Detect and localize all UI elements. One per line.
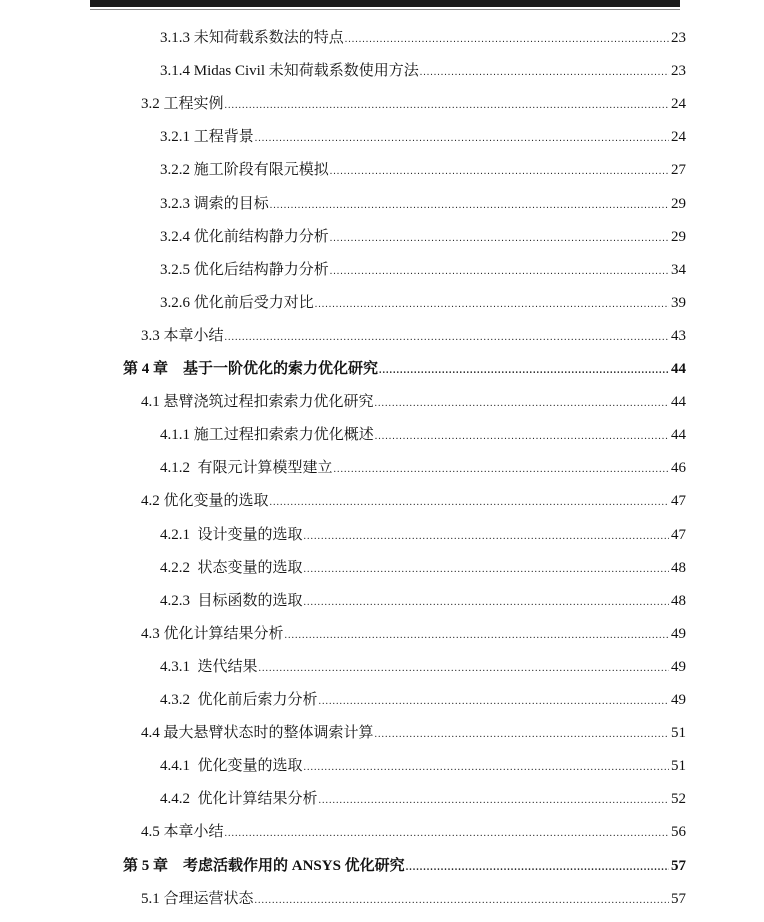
dot-leader: [319, 692, 669, 712]
toc-entry[interactable]: [160, 127, 686, 149]
toc-entry-title: 4.3.1 迭代结果: [160, 659, 258, 675]
toc-entry[interactable]: [123, 856, 686, 878]
dot-leader: [375, 394, 669, 414]
toc-entry-title: 4.2 优化变量的选取: [141, 493, 269, 509]
toc-entry-page-number: 57: [671, 891, 686, 907]
toc-entry[interactable]: [160, 61, 686, 83]
dot-leader: [330, 162, 669, 182]
dot-leader: [375, 427, 669, 447]
dot-leader: [304, 560, 669, 580]
toc-entry[interactable]: [160, 293, 686, 315]
toc-entry[interactable]: [141, 624, 686, 646]
dot-leader: [225, 824, 669, 844]
dot-leader: [255, 129, 669, 149]
toc-entry-title: 3.3 本章小结: [141, 328, 224, 344]
toc-entry[interactable]: [141, 94, 686, 116]
toc-entry[interactable]: [141, 822, 686, 844]
toc-entry[interactable]: [141, 491, 686, 513]
dot-leader: [270, 493, 669, 513]
dot-leader: [379, 361, 669, 381]
toc-entry-page-number: 46: [671, 460, 686, 476]
dot-leader: [304, 758, 669, 778]
toc-entry[interactable]: [141, 723, 686, 745]
toc-entry[interactable]: [160, 657, 686, 679]
toc-entry-page-number: 47: [671, 527, 686, 543]
toc-entry[interactable]: [160, 260, 686, 282]
toc-entry-page-number: 44: [671, 394, 686, 410]
toc-entry[interactable]: [141, 889, 686, 911]
toc-entry[interactable]: [160, 558, 686, 580]
toc-entry-title: 3.2.2 施工阶段有限元模拟: [160, 162, 329, 178]
dot-leader: [259, 659, 669, 679]
toc-entry-title: 4.1.2 有限元计算模型建立: [160, 460, 333, 476]
toc-entry-title: 第 4 章 基于一阶优化的索力优化研究: [123, 361, 379, 377]
toc-entry[interactable]: [160, 425, 686, 447]
dot-leader: [375, 725, 669, 745]
toc-entry[interactable]: [160, 194, 686, 216]
toc-entry-page-number: 29: [671, 229, 686, 245]
toc-entry-page-number: 56: [671, 824, 686, 840]
dot-leader: [319, 791, 669, 811]
toc-entry-page-number: 49: [671, 659, 686, 675]
toc-entry-title: 3.2.6 优化前后受力对比: [160, 295, 314, 311]
dot-leader: [330, 229, 669, 249]
toc-entry-title: 4.4.2 优化计算结果分析: [160, 791, 318, 807]
toc-entry-title: 3.2.4 优化前结构静力分析: [160, 229, 329, 245]
dot-leader: [225, 328, 669, 348]
toc-entry-page-number: 52: [671, 791, 686, 807]
toc-entry-title: 4.5 本章小结: [141, 824, 224, 840]
toc-entry-page-number: 57: [671, 858, 686, 874]
toc-entry-title: 4.2.1 设计变量的选取: [160, 527, 303, 543]
toc-entry[interactable]: [160, 789, 686, 811]
toc-entry-title: 4.1.1 施工过程扣索索力优化概述: [160, 427, 374, 443]
dot-leader: [315, 295, 669, 315]
dot-leader: [270, 196, 669, 216]
toc-entry-page-number: 51: [671, 758, 686, 774]
toc-entry-title: 5.1 合理运营状态: [141, 891, 254, 907]
dot-leader: [285, 626, 669, 646]
toc-entry[interactable]: [160, 28, 686, 50]
dot-leader: [255, 891, 669, 911]
dot-leader: [420, 63, 669, 83]
toc-entry[interactable]: [160, 756, 686, 778]
toc-entry-title: 3.2.1 工程背景: [160, 129, 254, 145]
toc-entry-page-number: 24: [671, 129, 686, 145]
toc-entry[interactable]: [160, 525, 686, 547]
toc-entry-title: 3.1.4 Midas Civil 未知荷载系数使用方法: [160, 63, 419, 79]
dot-leader: [304, 527, 669, 547]
toc-entry-page-number: 34: [671, 262, 686, 278]
toc-entry-page-number: 24: [671, 96, 686, 112]
toc-entry-page-number: 23: [671, 30, 686, 46]
toc-entry-page-number: 27: [671, 162, 686, 178]
toc-entry-title: 4.4.1 优化变量的选取: [160, 758, 303, 774]
toc-entry-title: 3.2.3 调索的目标: [160, 196, 269, 212]
toc-entry[interactable]: [160, 160, 686, 182]
toc-entry[interactable]: [160, 591, 686, 613]
toc-entry[interactable]: [160, 227, 686, 249]
toc-entry[interactable]: [141, 326, 686, 348]
toc-entry[interactable]: [123, 359, 686, 381]
toc-entry-title: 3.2.5 优化后结构静力分析: [160, 262, 329, 278]
toc-entry-title: 4.3.2 优化前后索力分析: [160, 692, 318, 708]
dot-leader: [304, 593, 669, 613]
toc-entry-title: 4.2.3 目标函数的选取: [160, 593, 303, 609]
toc-entry[interactable]: [160, 458, 686, 480]
dot-leader: [345, 30, 669, 50]
toc-entry-page-number: 23: [671, 63, 686, 79]
toc-entry-title: 4.3 优化计算结果分析: [141, 626, 284, 642]
toc-entry-page-number: 48: [671, 560, 686, 576]
toc-entry-title: 3.2 工程实例: [141, 96, 224, 112]
toc-entry-page-number: 44: [671, 361, 686, 377]
toc-entry-title: 4.4 最大悬臂状态时的整体调索计算: [141, 725, 374, 741]
toc-entry-page-number: 51: [671, 725, 686, 741]
toc-entry-page-number: 47: [671, 493, 686, 509]
toc-entry-title: 4.2.2 状态变量的选取: [160, 560, 303, 576]
toc-entry-page-number: 48: [671, 593, 686, 609]
toc-entry-page-number: 49: [671, 692, 686, 708]
dot-leader: [334, 460, 669, 480]
toc-entry[interactable]: [141, 392, 686, 414]
dot-leader: [225, 96, 669, 116]
dot-leader: [406, 858, 669, 878]
toc-entry-page-number: 49: [671, 626, 686, 642]
toc-entry-page-number: 43: [671, 328, 686, 344]
dot-leader: [330, 262, 669, 282]
toc-entry-title: 4.1 悬臂浇筑过程扣索索力优化研究: [141, 394, 374, 410]
toc-entry-page-number: 44: [671, 427, 686, 443]
toc-entry-title: 3.1.3 未知荷载系数法的特点: [160, 30, 344, 46]
toc-entry[interactable]: [160, 690, 686, 712]
toc-entry-page-number: 39: [671, 295, 686, 311]
toc-entry-page-number: 29: [671, 196, 686, 212]
toc-entry-title: 第 5 章 考虑活载作用的 ANSYS 优化研究: [123, 858, 405, 874]
